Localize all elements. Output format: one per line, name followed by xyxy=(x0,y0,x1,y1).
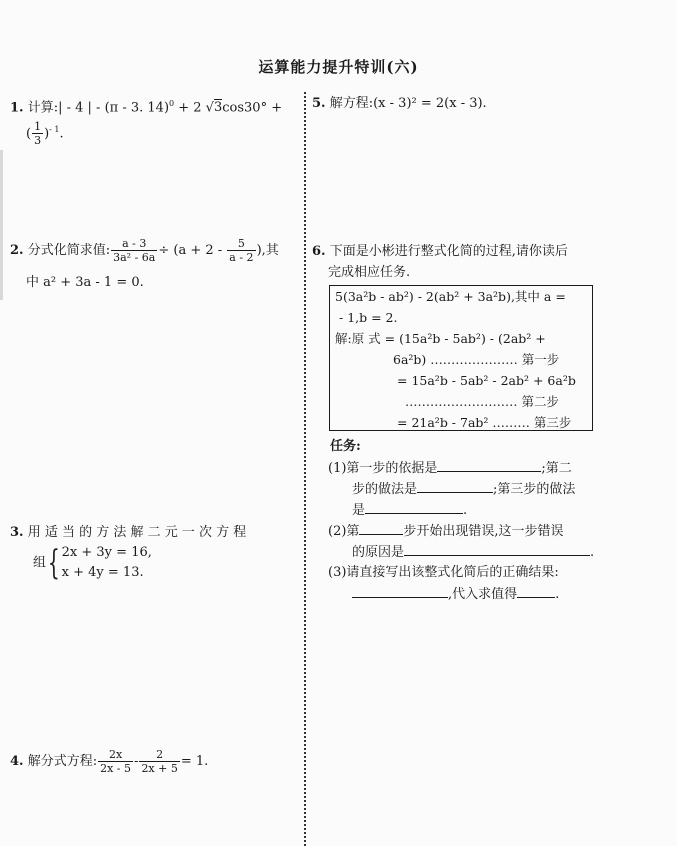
expr-part: ),其 xyxy=(256,243,279,258)
numerator: a - 3 xyxy=(111,237,157,251)
numerator: 2 xyxy=(139,748,179,762)
period: . xyxy=(59,126,64,142)
task-text: 步的做法是 xyxy=(352,482,418,497)
numerator: 1 xyxy=(34,120,42,134)
system-equations xyxy=(62,543,152,583)
question-1 xyxy=(10,93,302,118)
box-line-4: 6a²b) ………………… 第一步 xyxy=(393,352,560,367)
task-3-line2 xyxy=(352,583,559,605)
denominator: 3 xyxy=(34,134,42,148)
equation: (x - 3)² = 2(x - 3). xyxy=(373,96,487,111)
question-number: 3. xyxy=(10,525,24,540)
answer-blank[interactable] xyxy=(437,457,541,472)
answer-blank[interactable] xyxy=(352,583,448,598)
question-1-line2 xyxy=(26,119,64,147)
question-label: 计算: xyxy=(27,100,59,116)
question-2 xyxy=(10,237,304,264)
question-4 xyxy=(10,748,302,775)
task-title: 任务: xyxy=(330,439,361,454)
answer-blank[interactable] xyxy=(404,541,590,556)
answer-blank[interactable] xyxy=(359,520,403,535)
question-5 xyxy=(312,93,672,114)
brace: { xyxy=(47,543,60,583)
equation-2: x + 4y = 13. xyxy=(61,565,144,580)
question-label: 解方程: xyxy=(329,96,374,111)
question-2-line2: 中 a² + 3a - 1 = 0. xyxy=(26,275,144,290)
task-text: 是 xyxy=(352,503,366,518)
denominator: 2x + 5 xyxy=(141,762,178,775)
answer-blank[interactable] xyxy=(365,499,463,514)
task-2 xyxy=(328,520,674,542)
question-3 xyxy=(10,522,302,543)
fraction xyxy=(139,748,179,775)
denominator: a - 2 xyxy=(229,251,254,264)
question-number: 4. xyxy=(10,754,24,769)
box-line-5: = 15a²b - 5ab² - 2ab² + 6a²b xyxy=(397,373,576,388)
question-number: 1. xyxy=(10,100,24,116)
box-line-6: ……………………… 第二步 xyxy=(405,394,559,409)
task-text: ;第二 xyxy=(541,461,572,476)
question-number: 5. xyxy=(312,96,326,111)
box-line-7: = 21a²b - 7ab² ……… 第三步 xyxy=(397,415,572,430)
task-text: (2)第 xyxy=(328,524,360,539)
task-1-line2 xyxy=(352,478,674,500)
sqrt-sign: √ xyxy=(205,100,214,116)
question-6-line2: 完成相应任务. xyxy=(328,265,411,280)
paren-close: ) xyxy=(44,126,50,142)
scan-edge-shadow xyxy=(0,150,3,300)
fraction xyxy=(227,237,255,264)
sqrt-radicand: 3 xyxy=(213,100,223,116)
expr-part: | - 4 | - (π - 3. 14) xyxy=(58,100,170,116)
equation-1: 2x + 3y = 16, xyxy=(61,545,152,560)
equation-system xyxy=(33,543,152,583)
task-2-line2 xyxy=(352,541,594,563)
exponent: - 1 xyxy=(49,125,60,134)
box-line-3: 解:原 式 = (15a²b - 5ab²) - (2ab² + xyxy=(335,331,546,346)
worked-solution-box xyxy=(329,285,593,431)
numerator: 2x xyxy=(98,748,133,762)
box-line-2: - 1,b = 2. xyxy=(339,310,398,325)
task-3: (3)请直接写出该整式化简后的正确结果: xyxy=(328,565,559,580)
column-divider xyxy=(304,92,306,846)
expr-part: + 2 xyxy=(174,100,206,116)
question-text: 下面是小彬进行整式化简的过程,请你读后 xyxy=(329,244,568,259)
answer-blank[interactable] xyxy=(517,583,555,598)
expr-part: ÷ (a + 2 - xyxy=(158,243,227,258)
answer-blank[interactable] xyxy=(417,478,493,493)
question-6 xyxy=(312,241,674,262)
task-text: 步开始出现错误,这一步错误 xyxy=(403,524,564,539)
minus-sign: - xyxy=(134,754,139,769)
question-text: 用 适 当 的 方 法 解 二 元 一 次 方 程 xyxy=(27,525,247,540)
paren-open: ( xyxy=(26,126,32,142)
task-1-line3 xyxy=(352,499,467,521)
task-text: 的原因是 xyxy=(352,545,405,560)
exponent: 0 xyxy=(169,99,175,108)
question-label: 分式化简求值: xyxy=(27,243,111,258)
expr-part: cos30° + xyxy=(222,100,283,116)
task-text: (1)第一步的依据是 xyxy=(328,461,438,476)
task-text: ;第三步的做法 xyxy=(493,482,576,497)
question-number: 2. xyxy=(10,243,24,258)
task-text: ,代入求值得 xyxy=(448,587,518,602)
fraction xyxy=(32,120,43,147)
expr-part: = 1. xyxy=(180,754,209,769)
denominator: 3a² - 6a xyxy=(113,251,156,264)
task-1 xyxy=(328,457,674,479)
denominator: 2x - 5 xyxy=(100,762,132,775)
numerator: 5 xyxy=(227,237,255,251)
task-text: . xyxy=(555,587,560,602)
fraction xyxy=(98,748,133,775)
task-text: . xyxy=(463,503,468,518)
task-text: . xyxy=(590,545,595,560)
question-label: 解分式方程: xyxy=(27,754,98,769)
question-number: 6. xyxy=(312,244,326,259)
page-title: 运算能力提升特训(六) xyxy=(258,58,419,76)
box-line-1: 5(3a²b - ab²) - 2(ab² + 3a²b),其中 a = xyxy=(335,289,566,304)
system-label: 组 xyxy=(33,555,47,571)
fraction xyxy=(111,237,157,264)
